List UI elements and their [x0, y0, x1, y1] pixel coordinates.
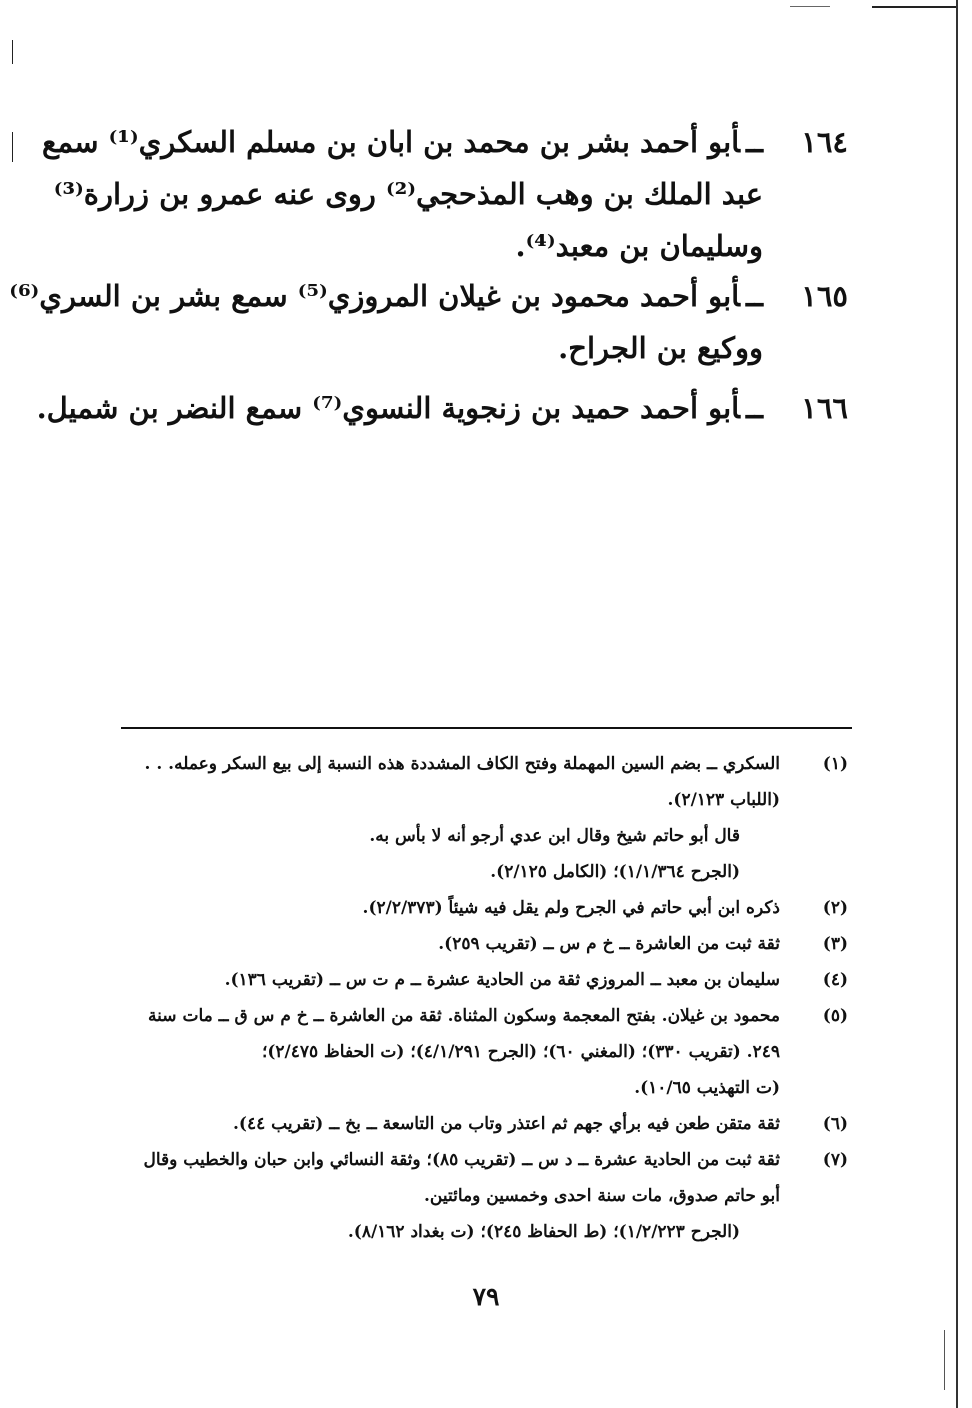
footnote-line: قال أبو حاتم شيخ وقال ابن عدي أرجو أنه لا بأس به. [369, 826, 740, 846]
footnote-divider [121, 727, 852, 729]
entry-line [36, 382, 848, 434]
footnote-line: سليمان بن معبد ــ المروزي ثقة من الحادية عشرة ــ م ت س ــ (تقريب ١٣٦). [224, 970, 780, 990]
footnote-number: (١) [822, 754, 848, 774]
footnote-line: (ت التهذيب ١٠/٦٥). [634, 1078, 780, 1098]
scan-artifact-right-edge [956, 0, 958, 1408]
footnote-line: محمود بن غيلان. بفتح المعجمة وسكون المثناة. ثقة من العاشرة ــ خ م س ق ــ مات سنة [148, 1006, 780, 1026]
entry-text: أبو أحمد محمود بن غيلان المروزي⁽⁵⁾ سمع بشر بن السري⁽⁶⁾ [9, 279, 740, 313]
scan-artifact-left-mid [12, 132, 13, 162]
footnote-number: (٧) [822, 1150, 848, 1170]
entry-line: ووكيع بن الجراح. [558, 331, 763, 365]
footnote-line: ثقة متقن طعن فيه برأي جهم ثم اعتذر وتاب من التاسعة ــ بخ ــ (تقريب ٤٤). [233, 1114, 780, 1134]
footnote-number: (٦) [822, 1114, 848, 1134]
entry-166 [36, 382, 848, 434]
footnote-6 [108, 1106, 848, 1142]
scan-artifact-right-bottom [944, 1330, 945, 1390]
entry-line [42, 116, 848, 168]
scan-artifact-top-mid [790, 6, 830, 7]
entry-number: ١٦٦ [801, 391, 848, 425]
entry-dash: ــ [746, 279, 763, 313]
entry-number: ١٦٥ [801, 279, 848, 313]
entry-165 [9, 270, 848, 374]
entry-text: أبو أحمد بشر بن محمد بن ابان بن مسلم السكري⁽¹⁾ سمع [42, 125, 740, 159]
footnotes [108, 746, 848, 1250]
footnote-line: أبو حاتم صدوق، مات سنة احدى وخمسين ومائتين. [423, 1186, 780, 1206]
entry-line: وسليمان بن معبد⁽⁴⁾. [515, 229, 763, 263]
footnote-line: ٢٤٩. (تقريب ٣٣٠)؛ (المغني ٦٠)؛ (الجرح ٤/١/٢٩١)؛ (ت الحفاظ ٢/٤٧٥)؛ [261, 1042, 780, 1062]
entry-164 [42, 116, 848, 272]
footnote-line: ذكره ابن أبي حاتم في الجرح ولم يقل فيه شيئاً (٢/٢/٣٧٣). [362, 898, 780, 918]
footnote-number: (٥) [822, 1006, 848, 1026]
scan-artifact-top-right [872, 6, 956, 8]
footnote-4 [108, 962, 848, 998]
footnote-number: (٣) [822, 934, 848, 954]
entry-dash: ــ [746, 125, 763, 159]
footnote-line: السكري ــ بضم السين المهملة وفتح الكاف المشددة هذه النسبة إلى بيع السكر وعمله. . . [144, 754, 780, 774]
entry-number: ١٦٤ [801, 125, 848, 159]
footnote-1 [108, 746, 848, 890]
footnote-5 [108, 998, 848, 1106]
entry-dash: ــ [746, 391, 763, 425]
footnote-line: (الجرح ١/٢/٢٢٣)؛ (ط الحفاظ ٢٤٥)؛ (ت بغداد ٨/١٦٢). [347, 1222, 740, 1242]
entry-text: أبو أحمد حميد بن زنجوية النسوي⁽⁷⁾ سمع النضر بن شميل. [36, 391, 740, 425]
scan-artifact-left-top [12, 40, 13, 64]
footnote-number: (٤) [822, 970, 848, 990]
footnote-number: (٢) [822, 898, 848, 918]
entry-line: عبد الملك بن وهب المذحجي⁽²⁾ روى عنه عمرو بن زرارة⁽³⁾ [53, 177, 763, 211]
footnote-3 [108, 926, 848, 962]
footnote-2 [108, 890, 848, 926]
entry-line [9, 270, 848, 322]
footnote-line: ثقة ثبت من العاشرة ــ خ م س ــ (تقريب ٢٥٩). [438, 934, 780, 954]
footnote-line: (اللباب ٢/١٢٣). [667, 790, 780, 810]
footnote-line: ثقة ثبت من الحادية عشرة ــ د س ــ (تقريب ٨٥)؛ وثقة النسائي وابن حبان والخطيب وقال [143, 1150, 780, 1170]
footnote-7 [108, 1142, 848, 1250]
footnote-line: (الجرح ١/١/٣٦٤)؛ (الكامل ٢/١٢٥). [490, 862, 740, 882]
page-number: ٧٩ [472, 1282, 500, 1311]
